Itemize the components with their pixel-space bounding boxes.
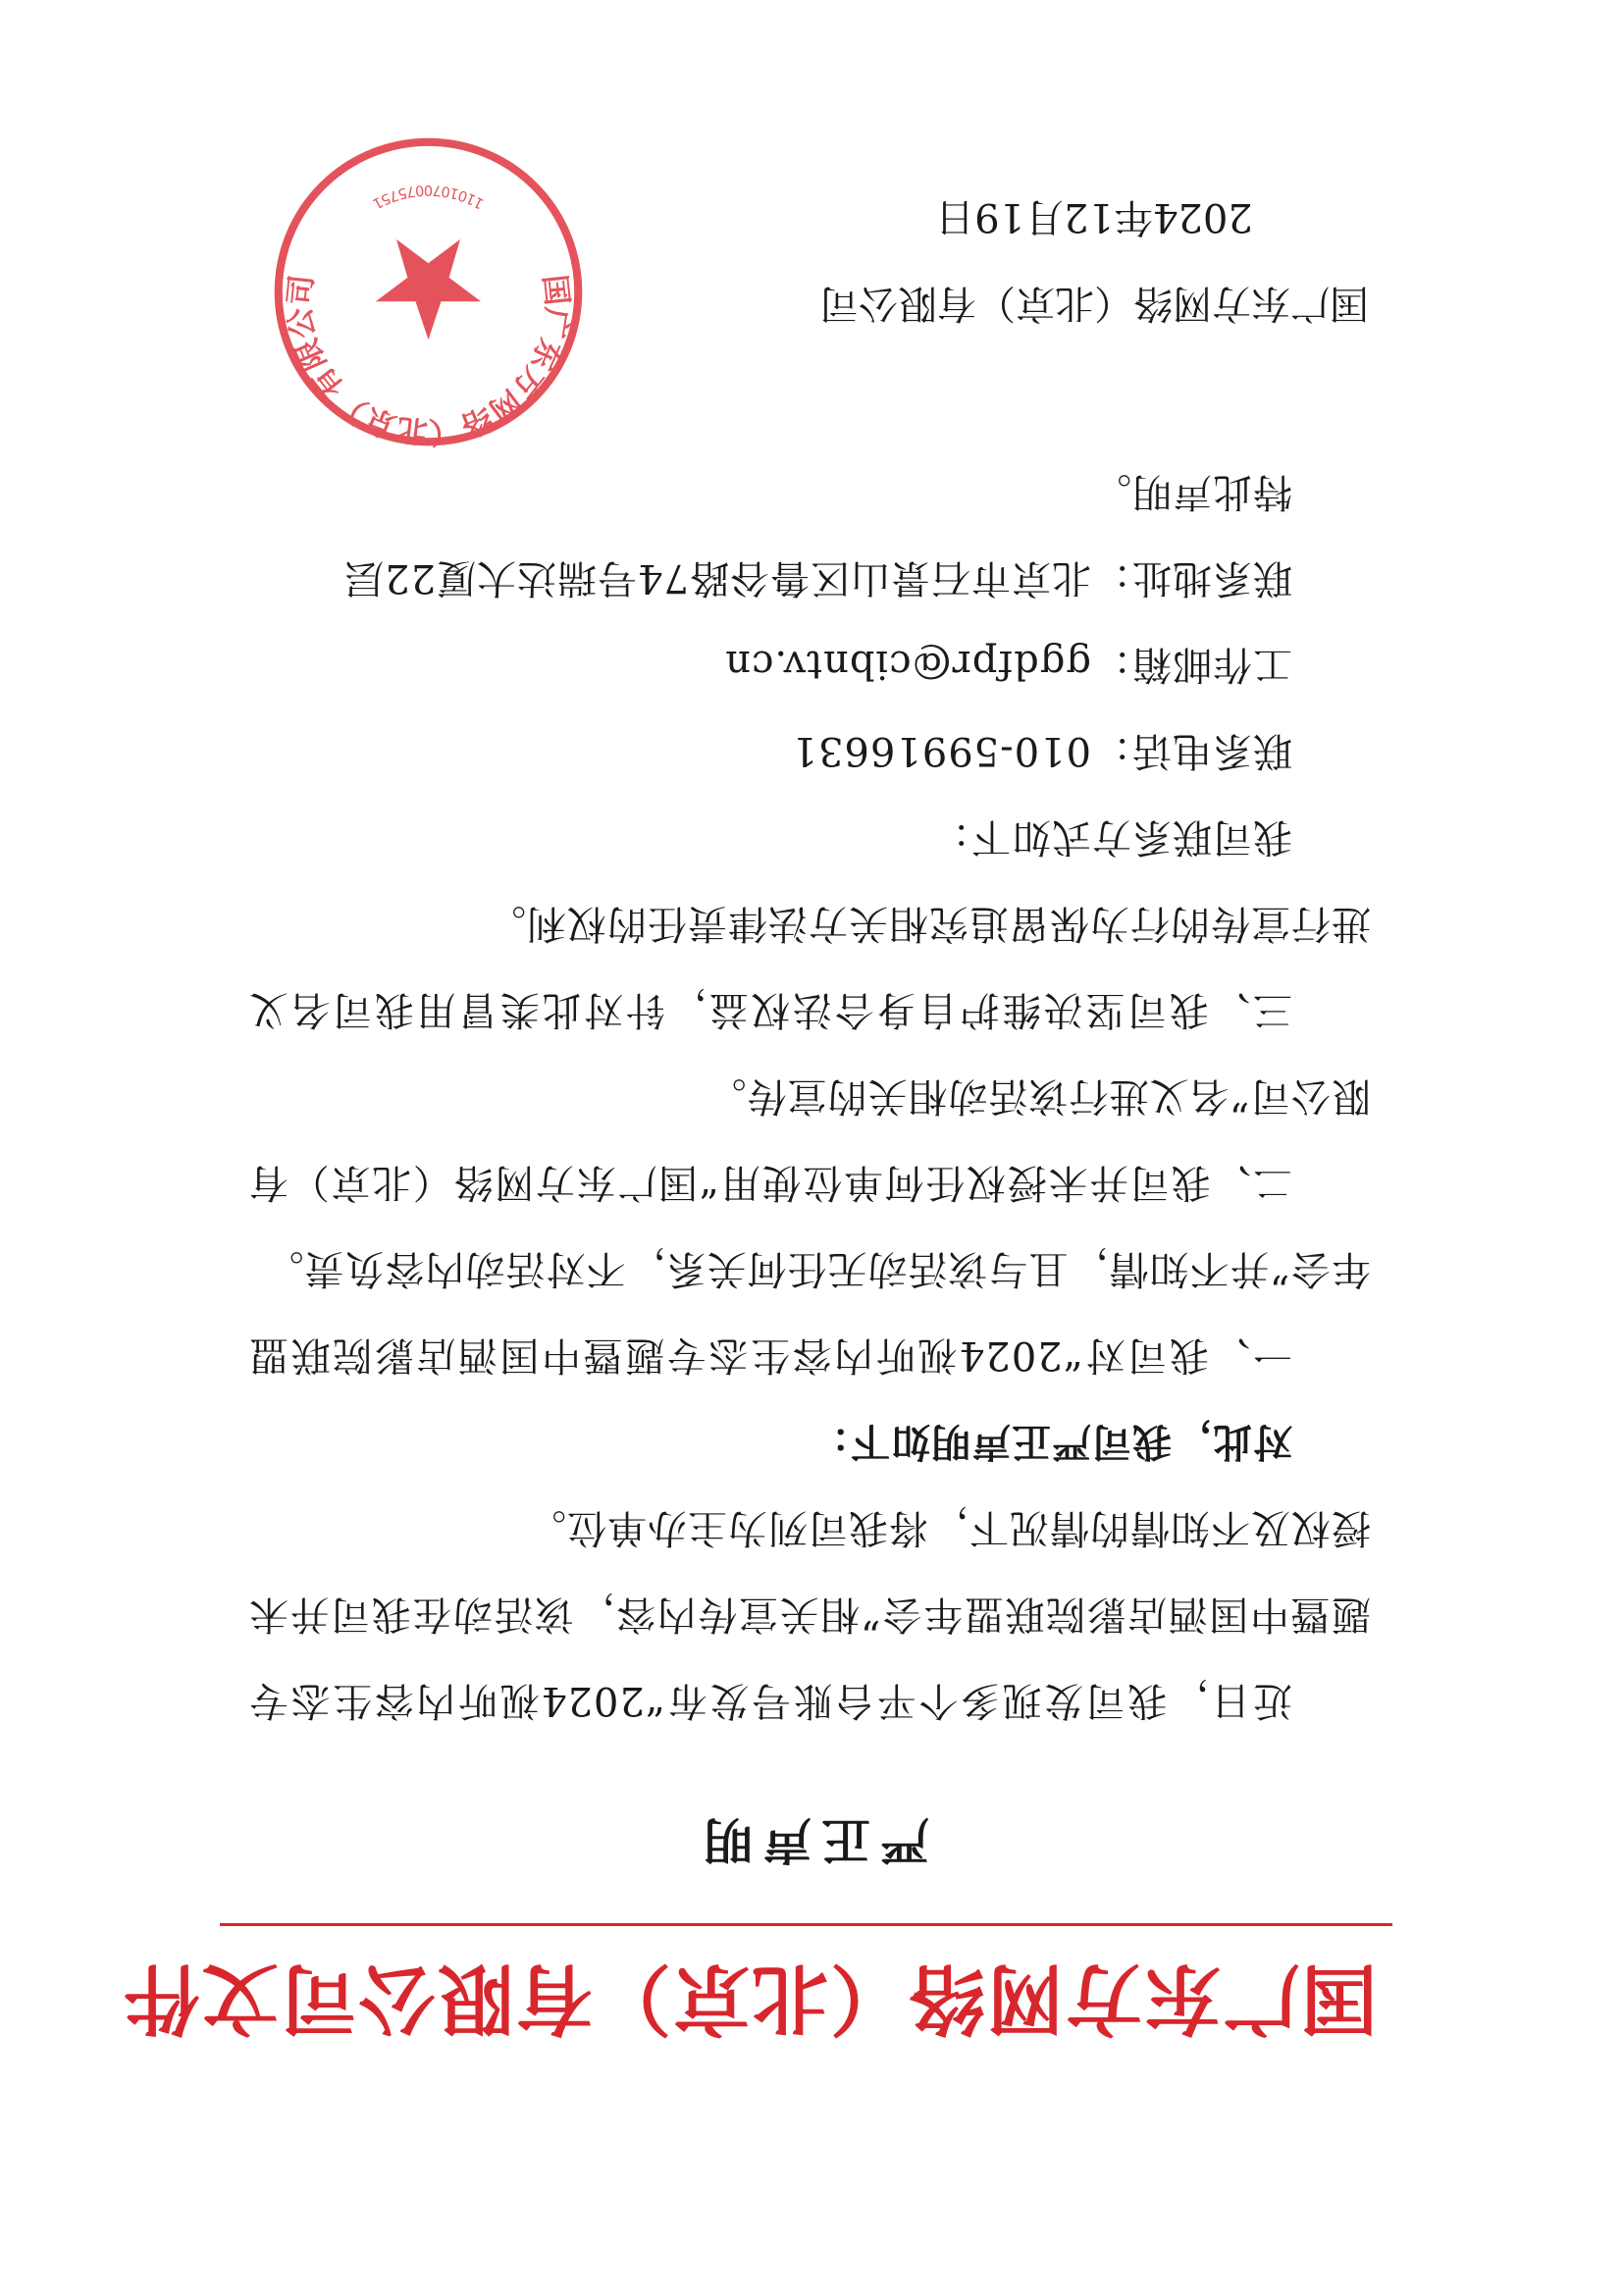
- contact-address-value: 北京市石景山区鲁谷路74号瑞达大厦22层: [343, 555, 1091, 600]
- paragraph-intro: 近日，我司发现多个平台账号发布“2024视听内容生态专题暨中国酒店影院联盟年会”相关宣传内容，该活动在我司并未授权及不知情的情况下，将我司列为主办单位。: [248, 1505, 1371, 1723]
- contact-email-label: 工作邮箱：: [1091, 642, 1292, 687]
- contact-phone-value: 010-59916631: [791, 728, 1091, 773]
- seal-star-icon: [376, 239, 481, 339]
- contact-phone: [248, 707, 1371, 794]
- contact-address: [248, 535, 1371, 621]
- official-seal: [269, 132, 588, 451]
- seal-text: 国广东方网络（北京）有限公司: [282, 273, 575, 450]
- document-title: 严正声明: [694, 1811, 929, 1869]
- paragraph-closing: 特此声明。: [1091, 469, 1292, 514]
- contact-phone-label: 联系电话：: [1091, 728, 1292, 773]
- signature-company: 国广东方网络（北京）有限公司: [819, 281, 1369, 326]
- document-header: 国广东方网络（北京）有限公司文件: [121, 1954, 1378, 2042]
- seal-number: 1101070075751: [369, 182, 488, 213]
- signature-date: 2024年12月19日: [935, 194, 1253, 239]
- paragraph-point-1: 一、我司对“2024视听内容生态专题暨中国酒店影院联盟年会”并不知情，且与该活动无任何关系，不对活动内容负责。: [248, 1246, 1371, 1378]
- signature-block: [819, 174, 1369, 346]
- paragraph-point-3: 三、我司坚决维护自身合法权益，针对此类冒用我司名义进行宣传的行为保留追究相关方法律责任的权利。: [248, 901, 1371, 1032]
- paragraph-contact-intro: 我司联系方式如下：: [930, 814, 1292, 860]
- header-divider: [220, 1923, 1392, 1926]
- paragraph-point-2: 二、我司并未授权任何单位使用“国广东方网络（北京）有限公司”名义进行该活动相关的宣传。: [248, 1073, 1371, 1205]
- contact-address-label: 联系地址：: [1091, 555, 1292, 600]
- contact-email: [248, 621, 1371, 707]
- paragraph-declaration: 对此，我司严正声明如下：: [810, 1419, 1292, 1465]
- document-body: [248, 448, 1371, 1744]
- contact-email-value: ggdfpr@cibntv.cn: [724, 642, 1091, 687]
